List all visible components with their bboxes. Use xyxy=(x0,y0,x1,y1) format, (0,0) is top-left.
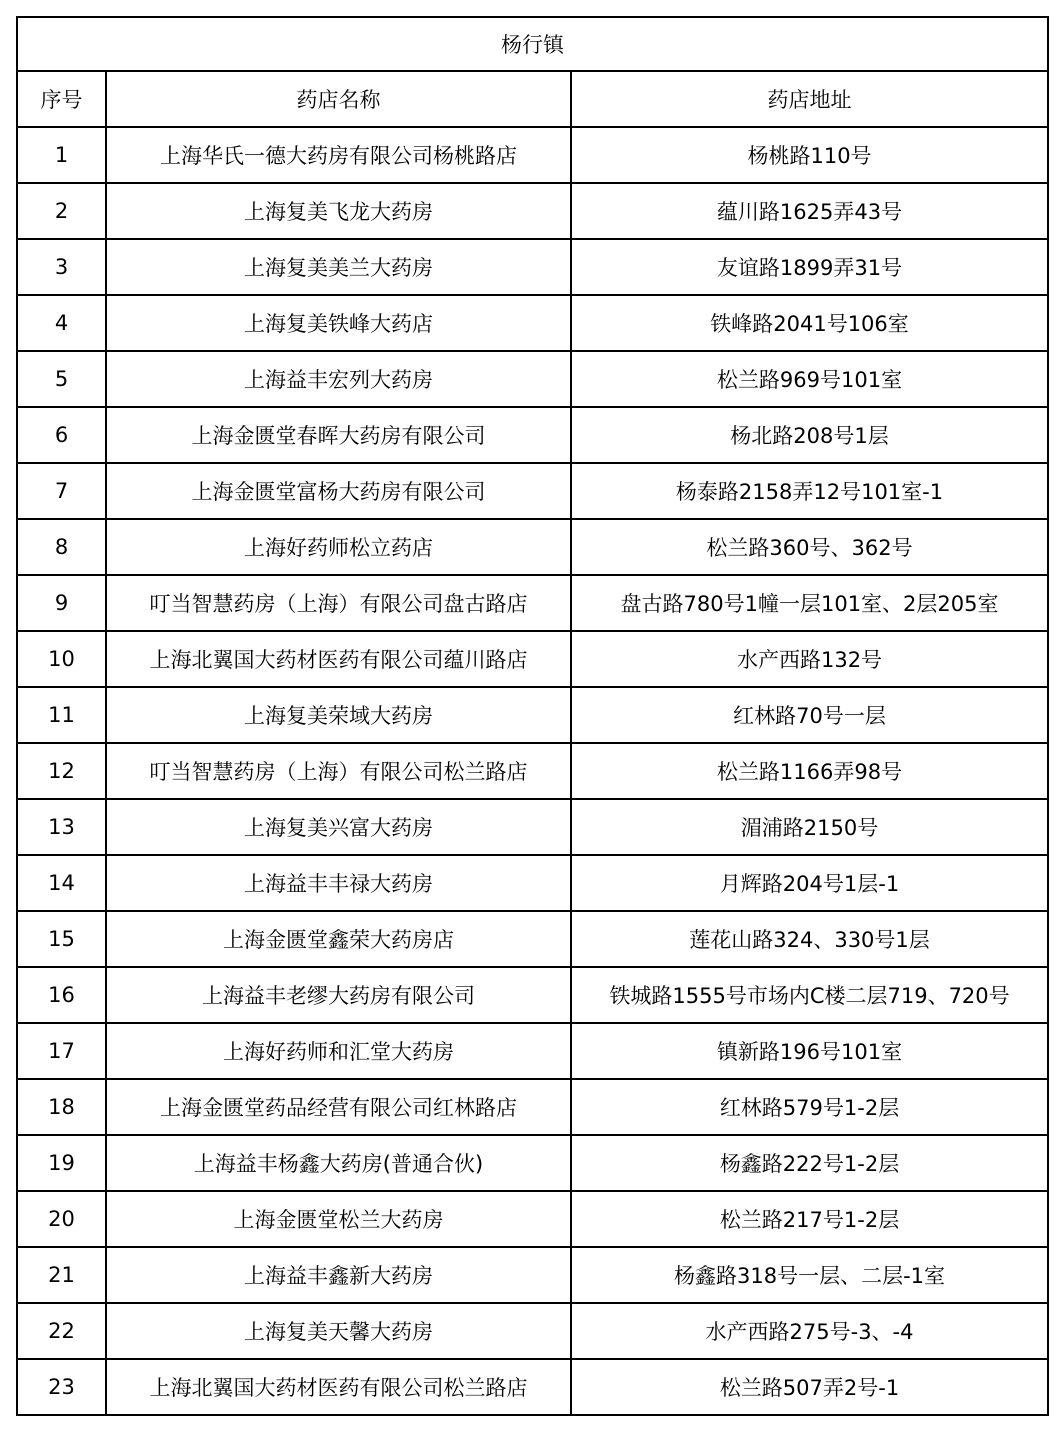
pharmacy-address: 松兰路507弄2号-1 xyxy=(571,1359,1048,1415)
table-row xyxy=(17,687,1048,743)
pharmacy-address: 杨鑫路318号一层、二层-1室 xyxy=(571,1247,1048,1303)
pharmacy-name: 上海华氏一德大药房有限公司杨桃路店 xyxy=(106,127,571,183)
pharmacy-name: 上海复美飞龙大药房 xyxy=(106,183,571,239)
row-number: 18 xyxy=(17,1079,106,1135)
header-address: 药店地址 xyxy=(571,71,1048,127)
table-row xyxy=(17,295,1048,351)
table-row xyxy=(17,1247,1048,1303)
table-row xyxy=(17,519,1048,575)
header-no: 序号 xyxy=(17,71,106,127)
table-row xyxy=(17,1079,1048,1135)
pharmacy-address: 水产西路275号-3、-4 xyxy=(571,1303,1048,1359)
pharmacy-table xyxy=(16,16,1049,1416)
pharmacy-address: 松兰路969号101室 xyxy=(571,351,1048,407)
pharmacy-address: 盘古路780号1幢一层101室、2层205室 xyxy=(571,575,1048,631)
row-number: 6 xyxy=(17,407,106,463)
row-number: 2 xyxy=(17,183,106,239)
pharmacy-name: 上海复美天馨大药房 xyxy=(106,1303,571,1359)
row-number: 17 xyxy=(17,1023,106,1079)
pharmacy-address: 莲花山路324、330号1层 xyxy=(571,911,1048,967)
table-row xyxy=(17,1023,1048,1079)
table-row xyxy=(17,1303,1048,1359)
pharmacy-name: 叮当智慧药房（上海）有限公司松兰路店 xyxy=(106,743,571,799)
pharmacy-name: 上海益丰老缪大药房有限公司 xyxy=(106,967,571,1023)
row-number: 3 xyxy=(17,239,106,295)
row-number: 7 xyxy=(17,463,106,519)
pharmacy-name: 上海金匮堂富杨大药房有限公司 xyxy=(106,463,571,519)
row-number: 11 xyxy=(17,687,106,743)
table-row xyxy=(17,1359,1048,1415)
pharmacy-name: 上海北翼国大药材医药有限公司松兰路店 xyxy=(106,1359,571,1415)
pharmacy-name: 上海复美荣域大药房 xyxy=(106,687,571,743)
pharmacy-name: 叮当智慧药房（上海）有限公司盘古路店 xyxy=(106,575,571,631)
table-row xyxy=(17,351,1048,407)
pharmacy-name: 上海金匮堂松兰大药房 xyxy=(106,1191,571,1247)
row-number: 23 xyxy=(17,1359,106,1415)
table-row xyxy=(17,239,1048,295)
pharmacy-name: 上海金匮堂鑫荣大药房店 xyxy=(106,911,571,967)
pharmacy-name: 上海金匮堂药品经营有限公司红林路店 xyxy=(106,1079,571,1135)
pharmacy-address: 水产西路132号 xyxy=(571,631,1048,687)
pharmacy-name: 上海复美美兰大药房 xyxy=(106,239,571,295)
table-header-row xyxy=(17,71,1048,127)
pharmacy-name: 上海益丰鑫新大药房 xyxy=(106,1247,571,1303)
pharmacy-address: 湄浦路2150号 xyxy=(571,799,1048,855)
pharmacy-address: 镇新路196号101室 xyxy=(571,1023,1048,1079)
table-row xyxy=(17,631,1048,687)
pharmacy-address: 铁城路1555号市场内C楼二层719、720号 xyxy=(571,967,1048,1023)
table-row xyxy=(17,127,1048,183)
pharmacy-name: 上海好药师和汇堂大药房 xyxy=(106,1023,571,1079)
pharmacy-name: 上海复美铁峰大药店 xyxy=(106,295,571,351)
table-row xyxy=(17,911,1048,967)
pharmacy-address: 杨泰路2158弄12号101室-1 xyxy=(571,463,1048,519)
pharmacy-name: 上海好药师松立药店 xyxy=(106,519,571,575)
table-row xyxy=(17,743,1048,799)
table-row xyxy=(17,183,1048,239)
row-number: 21 xyxy=(17,1247,106,1303)
table-body xyxy=(17,127,1048,1415)
row-number: 10 xyxy=(17,631,106,687)
table-row xyxy=(17,799,1048,855)
pharmacy-address: 红林路579号1-2层 xyxy=(571,1079,1048,1135)
pharmacy-address: 松兰路1166弄98号 xyxy=(571,743,1048,799)
row-number: 16 xyxy=(17,967,106,1023)
pharmacy-address: 杨桃路110号 xyxy=(571,127,1048,183)
row-number: 13 xyxy=(17,799,106,855)
table-row xyxy=(17,1135,1048,1191)
row-number: 4 xyxy=(17,295,106,351)
pharmacy-name: 上海复美兴富大药房 xyxy=(106,799,571,855)
pharmacy-name: 上海益丰宏列大药房 xyxy=(106,351,571,407)
row-number: 15 xyxy=(17,911,106,967)
table-row xyxy=(17,855,1048,911)
pharmacy-address: 松兰路217号1-2层 xyxy=(571,1191,1048,1247)
row-number: 14 xyxy=(17,855,106,911)
table-row xyxy=(17,463,1048,519)
pharmacy-address: 蕴川路1625弄43号 xyxy=(571,183,1048,239)
row-number: 5 xyxy=(17,351,106,407)
table-row xyxy=(17,407,1048,463)
row-number: 9 xyxy=(17,575,106,631)
header-name: 药店名称 xyxy=(106,71,571,127)
row-number: 1 xyxy=(17,127,106,183)
table-row xyxy=(17,1191,1048,1247)
row-number: 8 xyxy=(17,519,106,575)
pharmacy-name: 上海益丰丰禄大药房 xyxy=(106,855,571,911)
table-row xyxy=(17,967,1048,1023)
table-title-row xyxy=(17,17,1048,71)
pharmacy-address: 红林路70号一层 xyxy=(571,687,1048,743)
pharmacy-address: 杨北路208号1层 xyxy=(571,407,1048,463)
table-row xyxy=(17,575,1048,631)
row-number: 22 xyxy=(17,1303,106,1359)
pharmacy-address: 铁峰路2041号106室 xyxy=(571,295,1048,351)
pharmacy-address: 月辉路204号1层-1 xyxy=(571,855,1048,911)
pharmacy-address: 友谊路1899弄31号 xyxy=(571,239,1048,295)
table-title: 杨行镇 xyxy=(17,17,1048,71)
pharmacy-address: 松兰路360号、362号 xyxy=(571,519,1048,575)
row-number: 12 xyxy=(17,743,106,799)
pharmacy-name: 上海金匮堂春晖大药房有限公司 xyxy=(106,407,571,463)
pharmacy-name: 上海益丰杨鑫大药房(普通合伙) xyxy=(106,1135,571,1191)
pharmacy-address: 杨鑫路222号1-2层 xyxy=(571,1135,1048,1191)
pharmacy-name: 上海北翼国大药材医药有限公司蕴川路店 xyxy=(106,631,571,687)
row-number: 19 xyxy=(17,1135,106,1191)
row-number: 20 xyxy=(17,1191,106,1247)
